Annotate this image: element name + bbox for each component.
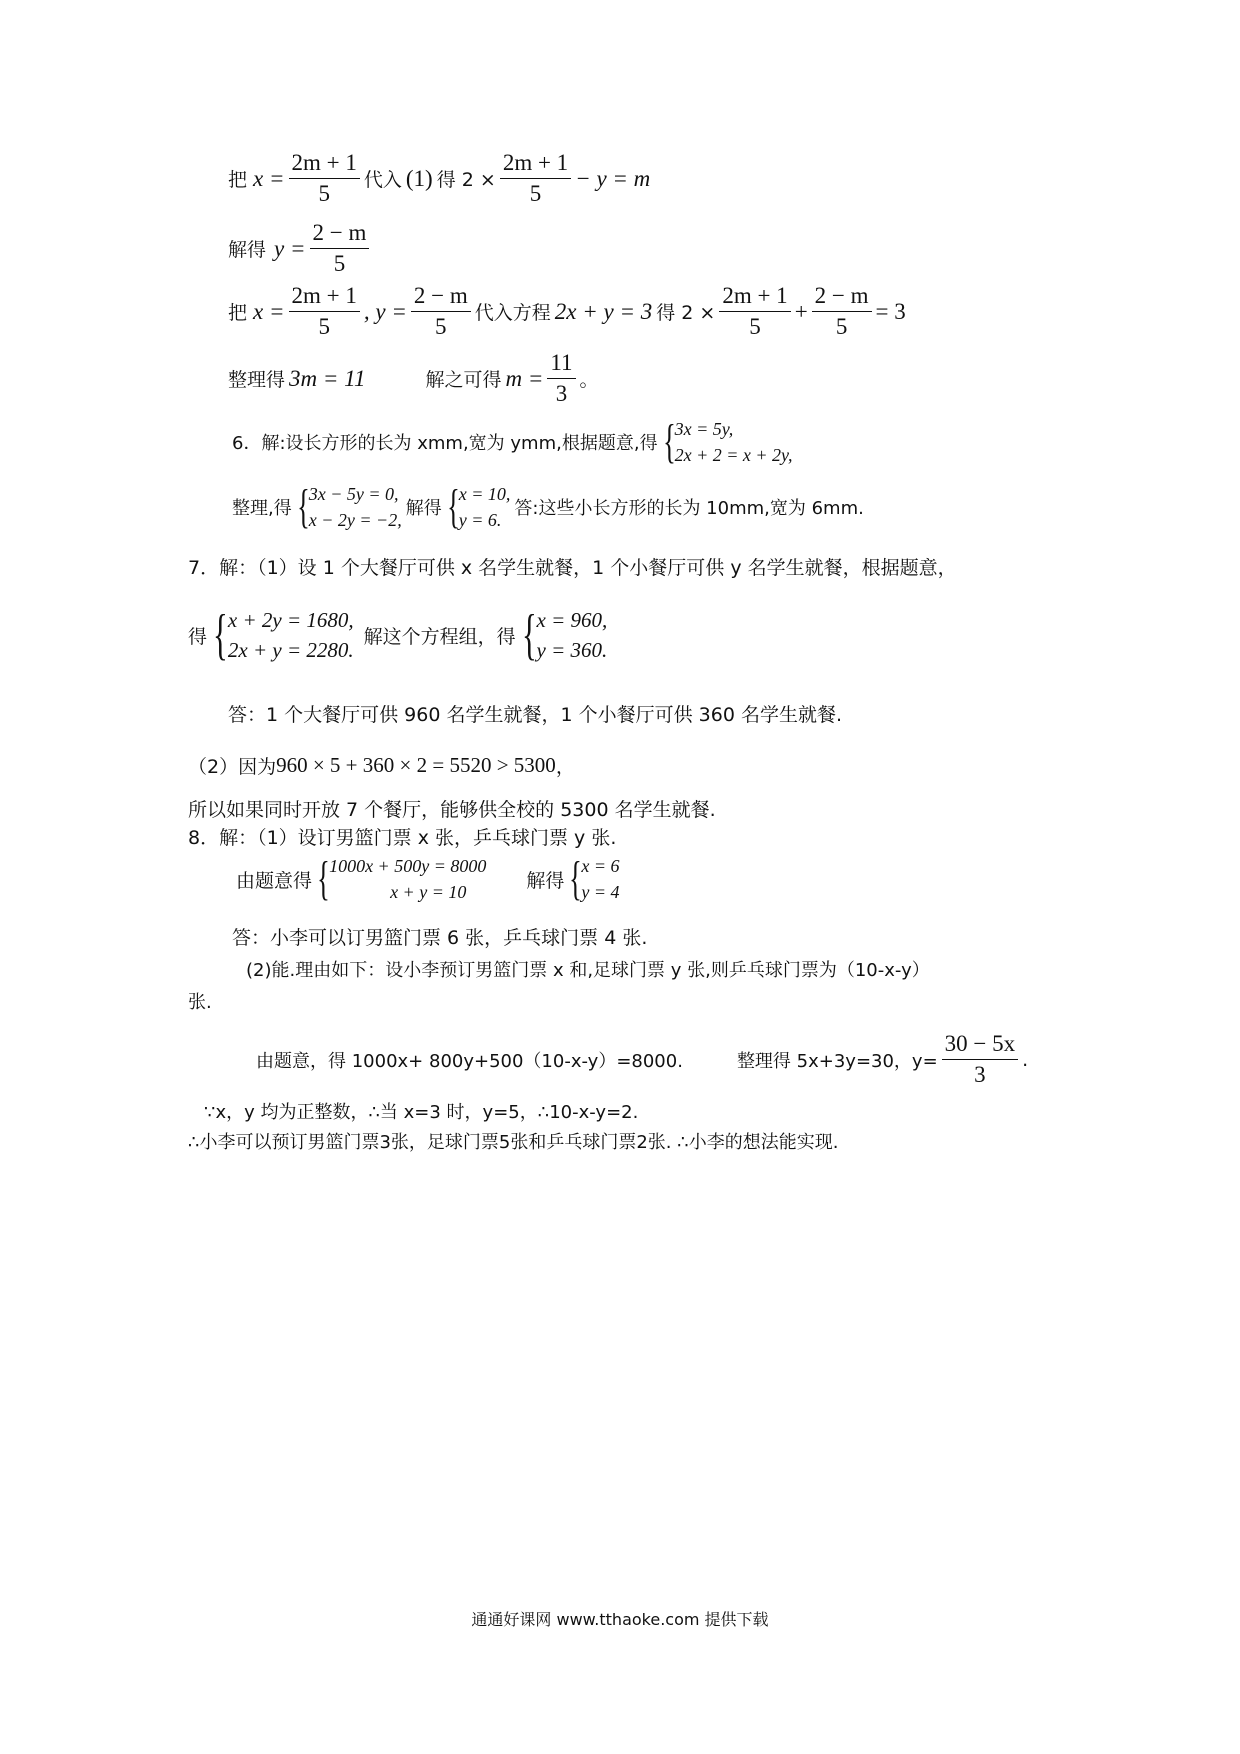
line-substitute-x [228,150,650,207]
denominator: 5 [835,314,848,339]
numerator: 2 − m [814,283,869,308]
text: 答：小李可以订男篮门票 6 张，乒乓球门票 4 张. [232,927,648,949]
text: 把 [228,302,248,324]
math: y = [274,235,306,261]
math: + [794,298,808,324]
fraction [411,283,471,340]
numerator: 30 − 5x [944,1031,1016,1056]
equation-system: { 1000x + 500y = 8000 x + y = 10 [317,852,487,905]
fraction [289,150,360,207]
numerator: 2m + 1 [291,283,357,308]
problem-8-part2 [246,956,930,982]
numerator: 2m + 1 [291,150,357,175]
text: 得 [188,625,208,648]
text: 得 2 × [656,302,716,324]
text: 由题意得 [236,869,313,892]
text: 6．解:设长方形的长为 xmm,宽为 ymm,根据题意,得 [232,433,658,454]
denominator: 5 [318,181,330,206]
fraction [500,150,571,207]
denominator: 5 [529,181,542,206]
text: 。 [579,369,599,391]
text: . [1022,1048,1029,1071]
equation-system: { 3x − 5y = 0, x − 2y = −2, [296,480,402,533]
text: 解得 [405,498,442,519]
equation: x = 10, [458,484,511,504]
equation: 1000x + 500y = 8000 [329,856,487,876]
problem-7-systems [188,605,611,665]
equation: y = 6. [458,510,502,530]
fraction [310,220,370,277]
text: 所以如果同时开放 7 个餐厅，能够供全校的 5300 名学生就餐. [188,799,716,821]
text: 把 [228,169,248,191]
math: − y = m [575,165,651,191]
text: （2）因为 [188,756,277,778]
fraction [547,350,575,407]
problem-6-setup [232,416,797,468]
line-solve-y [228,220,373,277]
denominator: 5 [318,314,330,339]
ref: (1) [405,165,433,191]
math: m = [505,365,544,391]
problem-8-conclusion [188,1128,838,1154]
denominator: 5 [749,314,761,339]
text: 整理,得 [232,498,292,519]
equation-system: { x = 10, y = 6. [446,480,511,533]
text: 由题意，得 1000x+ 800y+500（10-x-y）=8000. [256,1050,683,1072]
problem-8-part2-cont [188,988,212,1014]
fraction [942,1031,1018,1088]
line-substitute-both [228,283,906,340]
fraction [719,283,790,340]
equation: x − 2y = −2, [308,510,402,530]
text: 7．解：（1）设 1 个大餐厅可供 x 名学生就餐，1 个小餐厅可供 y 名学生就餐，根据题意， [188,557,957,579]
fraction [812,283,872,340]
denominator: 3 [555,381,568,406]
denominator: 5 [435,314,447,339]
numerator: 2 − m [312,220,367,245]
problem-8-answer [232,923,647,950]
equation: y = 4 [581,882,620,902]
text: 张. [188,992,212,1013]
equation: 3x − 5y = 0, [308,484,399,504]
text: 解这个方程组，得 [363,625,516,648]
equation-system: { x + 2y = 1680, 2x + y = 2280. [213,604,354,666]
numerator: 2 − m [413,283,468,308]
denominator: 5 [333,251,346,276]
equation: 3x = 5y, [674,419,734,439]
text: 解得 [526,869,565,892]
text: ， [555,756,575,778]
problem-6-solution [232,481,864,533]
problem-7-conclusion [188,795,716,822]
text: 解得 [228,239,267,261]
equation: 2x + 2 = x + 2y, [674,445,793,465]
page-footer: 通通好课网 www.tthaoke.com 提供下载 [471,1610,769,1629]
equation: x + y = 10 [390,882,467,902]
equation: x = 6 [581,856,620,876]
math: , y = [363,298,407,324]
problem-8-reasoning [204,1098,638,1124]
math: 3m = 11 [289,365,366,391]
text: 答:这些小长方形的长为 10mm,宽为 6mm. [514,498,864,519]
equation-system: { 3x = 5y, 2x + 2 = x + 2y, [662,415,793,468]
numerator: 11 [550,350,573,375]
numerator: 2m + 1 [502,150,569,175]
math: 2x + y = 3 [554,298,653,324]
line-solve-m [228,350,599,407]
problem-8-setup [188,823,616,850]
text: 整理得 5x+3y=30，y= [736,1050,938,1072]
problem-7-part2 [188,752,575,779]
problem-8-equation [256,1031,1028,1088]
problem-7-answer [228,700,842,727]
math: 960 × 5 + 360 × 2 = 5520 > 5300 [276,753,556,777]
text: 代入 [363,169,402,191]
text: 得 2 × [436,169,496,191]
text: (2)能.理由如下：设小李预订男篮门票 x 和,足球门票 y 张,则乒乓球门票为（10-x-y） [246,960,930,981]
math: = 3 [875,298,906,324]
text: 代入方程 [474,302,551,324]
equation-system: { x = 6 y = 4 [569,852,620,905]
text: 解之可得 [425,369,502,391]
problem-8-systems [236,853,624,905]
equation: x = 960, [536,608,608,632]
problem-7-setup [188,553,957,580]
text: ∵x，y 均为正整数，∴当 x=3 时，y=5，∴10-x-y=2. [204,1102,639,1123]
equation-system: { x = 960, y = 360. [521,604,608,666]
equation: y = 360. [536,638,608,662]
equation: x + 2y = 1680, [227,608,354,632]
text: 8．解：（1）设订男篮门票 x 张，乒乓球门票 y 张. [188,827,617,849]
equation: 2x + y = 2280. [227,638,354,662]
text: 答：1 个大餐厅可供 960 名学生就餐，1 个小餐厅可供 360 名学生就餐. [228,704,842,726]
denominator: 3 [974,1062,986,1087]
text: 整理得 [228,369,286,391]
numerator: 2m + 1 [722,283,788,308]
fraction [289,283,360,340]
math: x = [253,165,285,191]
math: x = [253,298,285,324]
text: ∴小李可以预订男篮门票3张，足球门票5张和乒乓球门票2张. ∴小李的想法能实现. [188,1132,839,1153]
